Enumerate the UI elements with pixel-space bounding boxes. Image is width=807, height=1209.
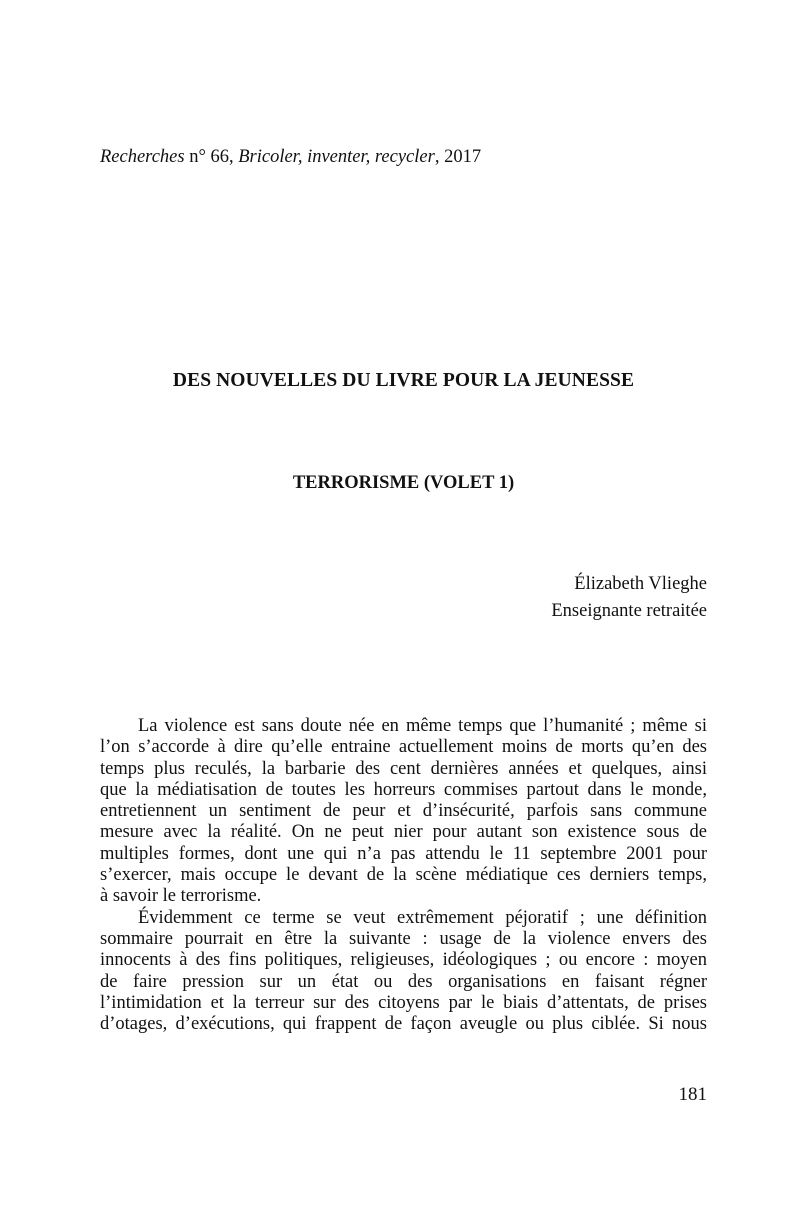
paragraph (100, 716, 707, 908)
section-title: DES NOUVELLES DU LIVRE POUR LA JEUNESSE (172, 370, 635, 391)
text-line: entretiennent un sentiment de peur et d’insécurité, parfois sans commune (100, 801, 707, 822)
article-body (100, 716, 707, 1035)
text-line: mesure avec la réalité. On ne peut nier pour autant son existence sous de (100, 822, 707, 843)
text-line: de faire pression sur un état ou des organisations en faisant régner (100, 971, 707, 992)
article-title: TERRORISME (VOLET 1) (292, 473, 515, 493)
text-line: à savoir le terrorisme. (100, 886, 262, 907)
text-line: temps plus reculés, la barbarie des cent dernières années et quelques, ainsi (100, 758, 707, 779)
text-line: Évidemment ce terme se veut extrêmement péjoratif ; une définition (138, 907, 707, 928)
author-role: Enseignante retraitée (551, 601, 707, 621)
text-line: s’exercer, mais occupe le devant de la scène médiatique ces derniers temps, (100, 865, 707, 886)
running-head (100, 145, 710, 169)
text-line: d’otages, d’exécutions, qui frappent de façon aveugle ou plus ciblée. Si nous (100, 1014, 707, 1035)
issue-number: n° 66, (184, 147, 239, 167)
text-line: multiples formes, dont une qui n’a pas attendu le 11 septembre 2001 pour (100, 843, 707, 864)
page-number: 181 (678, 1084, 707, 1105)
publication-year: , 2017 (434, 147, 482, 167)
author-name: Élizabeth Vlieghe (574, 574, 707, 594)
text-line: innocents à des fins politiques, religieuses, idéologiques ; ou encore : moyen (100, 950, 707, 971)
text-line: l’on s’accorde à dire qu’elle entraine actuellement moins de morts qu’en des (100, 737, 707, 758)
text-line: sommaire pourrait en être la suivante : usage de la violence envers des (100, 928, 707, 949)
paragraph (100, 908, 707, 1036)
text-line: que la médiatisation de toutes les horreurs commises partout dans le monde, (100, 779, 707, 800)
issue-theme: Bricoler, inventer, recycler (238, 147, 435, 167)
text-line: La violence est sans doute née en même temps que l’humanité ; même si (138, 716, 707, 736)
journal-title: Recherches (100, 147, 185, 167)
text-line: l’intimidation et la terreur sur des citoyens par le biais d’attentats, de prises (100, 992, 707, 1013)
author-block (551, 571, 707, 625)
